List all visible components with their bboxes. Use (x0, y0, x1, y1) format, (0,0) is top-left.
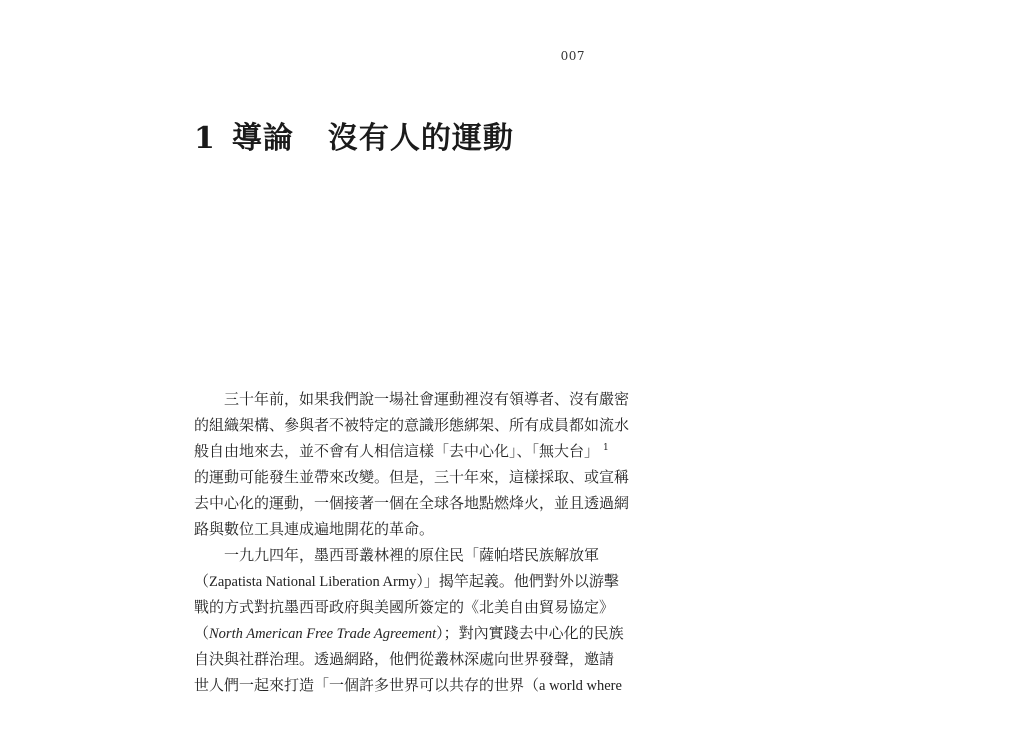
body-line: 路與數位工具連成遍地開花的革命。 (194, 520, 435, 538)
chapter-label: 導論 (231, 121, 294, 156)
chapter-number: 1 (194, 121, 216, 156)
page-number: 007 (560, 49, 585, 63)
chapter-heading (194, 113, 514, 157)
english-term-italic: North American Free Trade Agreement (209, 626, 437, 642)
body-line (194, 672, 622, 698)
body-line: 的運動可能發生並帶來改變。但是，三十年來，這樣採取、或宣稱 (194, 468, 630, 486)
body-text: ）；對內實踐去中心化的民族 (436, 624, 624, 642)
chapter-title: 沒有人的運動 (327, 121, 514, 156)
body-text: （ (194, 624, 210, 642)
body-text: 世人們一起來打造「一個許多世界可以共存的世界（ (194, 676, 540, 694)
footnote-ref[interactable]: 1 (603, 443, 609, 453)
body-line: 三十年前，如果我們說一場社會運動裡沒有領導者、沒有嚴密 (224, 390, 630, 408)
body-text: ）」揭竿起義。他們對外以游擊 (416, 572, 619, 590)
body-line: 去中心化的運動，一個接著一個在全球各地點燃烽火，並且透過網 (194, 494, 630, 512)
body-line (194, 438, 609, 464)
english-term: a world where (539, 678, 622, 694)
body-text: 般自由地來去，並不會有人相信這樣「去中心化」、「無大台」 (194, 442, 600, 460)
body-text: （ (194, 572, 210, 590)
body-line: 自決與社群治理。透過網路，他們從叢林深處向世界發聲，邀請 (194, 650, 615, 668)
english-term: Zapatista National Liberation Army (209, 574, 417, 590)
body-line (194, 620, 624, 646)
body-line: 戰的方式對抗墨西哥政府與美國所簽定的《北美自由貿易協定》 (194, 598, 615, 616)
body-line: 一九九四年，墨西哥叢林裡的原住民「薩帕塔民族解放軍 (224, 546, 600, 564)
body-line: 的組織架構、參與者不被特定的意識形態綁架、所有成員都如流水 (194, 416, 630, 434)
body-line (194, 568, 619, 594)
